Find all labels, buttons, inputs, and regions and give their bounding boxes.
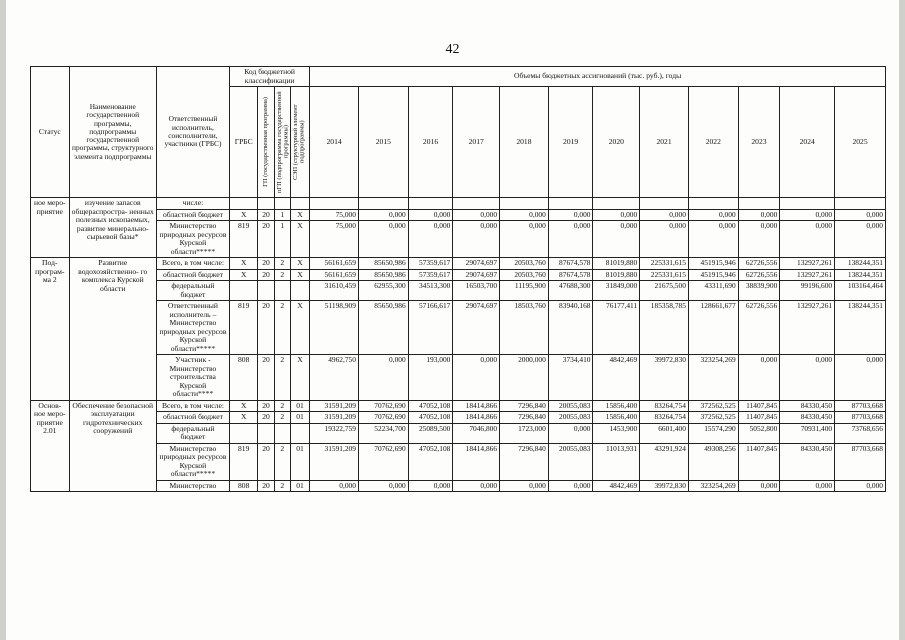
value-cell [500,198,549,210]
value-cell: 0,000 [548,423,593,443]
header-budget-code: Код бюджетной классификации [229,67,309,87]
value-cell: 0,000 [640,209,689,221]
header-sep: СЭП (структурный элемент подпрограммы) [290,87,309,198]
code-grbs: 808 [229,480,257,492]
code-sep: 01 [290,443,309,480]
code-sep: X [290,209,309,221]
value-cell: 0,000 [408,221,453,258]
value-cell: 7296,840 [500,412,549,424]
value-cell: 0,000 [453,355,500,401]
header-year: 2018 [500,87,549,198]
table-row [31,281,886,301]
table-body [31,198,886,492]
value-cell: 73768,656 [835,423,886,443]
value-cell [453,198,500,210]
value-cell: 0,000 [500,480,549,492]
value-cell: 0,000 [548,221,593,258]
row-responsible: числе: [156,198,229,210]
value-cell: 138244,351 [835,258,886,270]
page-number: 42 [445,42,460,57]
value-cell: 2000,000 [500,355,549,401]
value-cell: 18414,866 [453,412,500,424]
value-cell: 99196,600 [780,281,835,301]
value-cell: 132927,261 [780,258,835,270]
value-cell: 31591,209 [310,412,359,424]
code-gp: 20 [258,412,274,424]
value-cell: 29074,697 [453,301,500,355]
value-cell: 0,000 [688,209,738,221]
value-cell: 0,000 [780,209,835,221]
header-volumes: Объемы бюджетных ассигнований (тыс. руб.), годы [310,67,886,87]
value-cell: 0,000 [500,221,549,258]
row-status: ное меро- приятие [31,198,70,258]
value-cell [310,198,359,210]
code-gp: 20 [258,258,274,270]
value-cell: 20503,760 [500,269,549,281]
code-grbs: 819 [229,443,257,480]
value-cell: 15856,400 [593,412,640,424]
code-gp: 20 [258,269,274,281]
code-gp: 20 [258,443,274,480]
value-cell [780,198,835,210]
value-cell: 0,000 [835,209,886,221]
code-grbs [229,198,257,210]
value-cell: 83264,754 [640,412,689,424]
code-grbs: X [229,400,257,412]
code-pgp [274,281,290,301]
row-name: Развитие водохозяйственно- го комплекса Курской области [69,258,156,401]
value-cell: 0,000 [738,480,780,492]
value-cell: 31591,209 [310,443,359,480]
header-year: 2024 [780,87,835,198]
value-cell: 70762,690 [358,412,408,424]
header-year: 2016 [408,87,453,198]
value-cell: 0,000 [738,355,780,401]
code-pgp: 1 [274,221,290,258]
value-cell: 70762,690 [358,400,408,412]
value-cell: 7046,800 [453,423,500,443]
value-cell: 25089,500 [408,423,453,443]
value-cell: 87703,668 [835,412,886,424]
value-cell [835,198,886,210]
code-pgp: 2 [274,269,290,281]
value-cell [408,198,453,210]
value-cell: 83940,168 [548,301,593,355]
header-year: 2020 [593,87,640,198]
row-responsible: Всего, в том числе: [156,400,229,412]
value-cell: 0,000 [780,355,835,401]
code-gp: 20 [258,221,274,258]
code-grbs: 808 [229,355,257,401]
value-cell: 20055,083 [548,443,593,480]
code-grbs: X [229,209,257,221]
code-grbs [229,281,257,301]
row-responsible: Министерство [156,480,229,492]
code-gp [258,198,274,210]
value-cell: 0,000 [453,209,500,221]
value-cell: 75,000 [310,209,359,221]
header-year: 2021 [640,87,689,198]
code-gp: 20 [258,480,274,492]
code-sep: X [290,355,309,401]
value-cell: 0,000 [358,355,408,401]
value-cell: 138244,351 [835,301,886,355]
value-cell: 87703,668 [835,443,886,480]
value-cell: 19322,759 [310,423,359,443]
header-gp: ГП (государственная программа) [258,87,274,198]
value-cell: 57359,617 [408,269,453,281]
code-pgp: 1 [274,209,290,221]
row-status: Основ- ное меро- приятие 2.01 [31,400,70,492]
value-cell: 52234,700 [358,423,408,443]
value-cell: 84330,450 [780,400,835,412]
value-cell: 11407,845 [738,412,780,424]
code-grbs: X [229,258,257,270]
value-cell: 56161,659 [310,269,359,281]
value-cell: 1723,000 [500,423,549,443]
table-row [31,198,886,210]
value-cell: 85650,986 [358,269,408,281]
row-responsible: областной бюджет [156,269,229,281]
value-cell: 84330,450 [780,412,835,424]
value-cell: 0,000 [453,221,500,258]
value-cell: 4962,750 [310,355,359,401]
code-pgp: 2 [274,301,290,355]
value-cell: 185358,785 [640,301,689,355]
value-cell: 39972,830 [640,480,689,492]
table-row [31,355,886,401]
table-row [31,301,886,355]
value-cell: 87674,578 [548,258,593,270]
row-responsible: федеральный бюджет [156,423,229,443]
table-row [31,400,886,412]
header-year: 2023 [738,87,780,198]
code-pgp [274,423,290,443]
value-cell: 4842,469 [593,480,640,492]
value-cell: 81019,880 [593,269,640,281]
row-status: Под- програм- ма 2 [31,258,70,401]
value-cell: 0,000 [358,221,408,258]
value-cell: 0,000 [738,209,780,221]
code-gp [258,281,274,301]
value-cell: 85650,986 [358,258,408,270]
value-cell: 15856,400 [593,400,640,412]
table-row [31,209,886,221]
value-cell [738,198,780,210]
code-pgp: 2 [274,480,290,492]
header-year: 2025 [835,87,886,198]
row-responsible: Всего, в том числе: [156,258,229,270]
value-cell: 323254,269 [688,355,738,401]
row-responsible: областной бюджет [156,412,229,424]
code-sep: 01 [290,480,309,492]
value-cell: 47688,300 [548,281,593,301]
code-grbs: 819 [229,221,257,258]
value-cell: 0,000 [358,480,408,492]
value-cell: 87674,578 [548,269,593,281]
row-responsible: Ответственный исполнитель – Министерство природных ресурсов Курской области***** [156,301,229,355]
value-cell: 43291,924 [640,443,689,480]
code-pgp: 2 [274,355,290,401]
header-pgp: пГП (подпрограмма государственной программы) [274,87,290,198]
value-cell: 0,000 [408,209,453,221]
table-row [31,412,886,424]
header-status: Статус [31,67,70,198]
value-cell: 451915,946 [688,269,738,281]
header-grbs: ГРБС [229,87,257,198]
value-cell [548,198,593,210]
table-row [31,423,886,443]
value-cell: 62726,556 [738,301,780,355]
value-cell: 0,000 [835,480,886,492]
value-cell: 87703,668 [835,400,886,412]
value-cell: 138244,351 [835,269,886,281]
value-cell: 83264,754 [640,400,689,412]
value-cell: 84330,450 [780,443,835,480]
row-name: Обеспечение безопасной эксплуатации гидротехнических сооружений [69,400,156,492]
value-cell: 47052,108 [408,412,453,424]
value-cell: 132927,261 [780,269,835,281]
code-sep: X [290,258,309,270]
value-cell: 6601,400 [640,423,689,443]
header-year: 2019 [548,87,593,198]
value-cell: 62726,556 [738,258,780,270]
value-cell: 57166,617 [408,301,453,355]
value-cell: 11407,845 [738,400,780,412]
row-responsible: федеральный бюджет [156,281,229,301]
row-responsible: Министерство природных ресурсов Курской области***** [156,443,229,480]
value-cell: 4842,469 [593,355,640,401]
value-cell: 193,000 [408,355,453,401]
value-cell: 76177,411 [593,301,640,355]
value-cell: 7296,840 [500,443,549,480]
value-cell: 0,000 [548,209,593,221]
value-cell: 38839,900 [738,281,780,301]
value-cell: 372562,525 [688,412,738,424]
code-gp: 20 [258,209,274,221]
value-cell [593,198,640,210]
code-pgp [274,198,290,210]
value-cell: 31610,459 [310,281,359,301]
value-cell: 18503,760 [500,301,549,355]
value-cell: 56161,659 [310,258,359,270]
code-grbs: X [229,412,257,424]
row-responsible: Министерство природных ресурсов Курской области***** [156,221,229,258]
value-cell: 49308,256 [688,443,738,480]
value-cell: 5052,800 [738,423,780,443]
value-cell: 0,000 [593,209,640,221]
code-gp [258,423,274,443]
code-gp: 20 [258,400,274,412]
value-cell: 323254,269 [688,480,738,492]
value-cell: 0,000 [310,480,359,492]
value-cell: 451915,946 [688,258,738,270]
value-cell: 0,000 [835,355,886,401]
value-cell: 34513,300 [408,281,453,301]
value-cell: 51198,909 [310,301,359,355]
value-cell [640,198,689,210]
code-gp: 20 [258,301,274,355]
value-cell: 31849,000 [593,281,640,301]
value-cell: 20503,760 [500,258,549,270]
value-cell: 7296,840 [500,400,549,412]
value-cell: 0,000 [548,480,593,492]
code-pgp: 2 [274,412,290,424]
header-year: 2014 [310,87,359,198]
code-grbs: 819 [229,301,257,355]
value-cell: 47052,108 [408,400,453,412]
value-cell: 31591,209 [310,400,359,412]
value-cell: 0,000 [780,221,835,258]
value-cell: 11013,931 [593,443,640,480]
table-row [31,258,886,270]
header-year: 2022 [688,87,738,198]
value-cell: 225331,615 [640,258,689,270]
value-cell: 16503,700 [453,281,500,301]
value-cell: 132927,261 [780,301,835,355]
value-cell: 0,000 [408,480,453,492]
row-responsible: областной бюджет [156,209,229,221]
value-cell: 62726,556 [738,269,780,281]
code-sep: X [290,221,309,258]
value-cell: 57359,617 [408,258,453,270]
value-cell: 39972,830 [640,355,689,401]
value-cell: 62955,300 [358,281,408,301]
code-sep [290,423,309,443]
header-year: 2017 [453,87,500,198]
value-cell: 103164,464 [835,281,886,301]
value-cell: 20055,083 [548,400,593,412]
value-cell: 0,000 [640,221,689,258]
value-cell: 81019,880 [593,258,640,270]
row-responsible: Участник - Министерство строительства Курской области**** [156,355,229,401]
table-row [31,221,886,258]
table-row [31,480,886,492]
value-cell: 1453,900 [593,423,640,443]
value-cell: 18414,866 [453,443,500,480]
value-cell: 0,000 [688,221,738,258]
value-cell: 43311,690 [688,281,738,301]
code-grbs: X [229,269,257,281]
code-grbs [229,423,257,443]
code-pgp: 2 [274,258,290,270]
value-cell: 20055,083 [548,412,593,424]
value-cell: 75,000 [310,221,359,258]
value-cell [358,198,408,210]
row-name: изучение запасов общераспростра- ненных полезных ископаемых, развитие минерально- сырьевой базы* [69,198,156,258]
value-cell: 372562,525 [688,400,738,412]
value-cell: 15574,290 [688,423,738,443]
value-cell: 0,000 [453,480,500,492]
value-cell: 0,000 [593,221,640,258]
value-cell: 128661,677 [688,301,738,355]
table-header [31,67,886,198]
code-pgp: 2 [274,400,290,412]
value-cell: 225331,615 [640,269,689,281]
header-year: 2015 [358,87,408,198]
value-cell: 70931,400 [780,423,835,443]
code-pgp: 2 [274,443,290,480]
value-cell: 21675,500 [640,281,689,301]
value-cell: 18414,866 [453,400,500,412]
value-cell: 11195,900 [500,281,549,301]
value-cell: 47052,108 [408,443,453,480]
code-sep [290,281,309,301]
code-sep [290,198,309,210]
table-row [31,443,886,480]
code-sep: 01 [290,400,309,412]
table-row [31,269,886,281]
value-cell: 0,000 [500,209,549,221]
value-cell: 0,000 [738,221,780,258]
value-cell: 0,000 [358,209,408,221]
code-sep: X [290,301,309,355]
header-name: Наименование государственной программы, подпрограммы государственной программы, структурного элемента подпрограммы [69,67,156,198]
value-cell: 11407,845 [738,443,780,480]
header-responsible: Ответственный исполнитель, соисполнители, участники (ГРБС) [156,67,229,198]
budget-table [30,66,886,492]
code-gp: 20 [258,355,274,401]
value-cell: 70762,690 [358,443,408,480]
value-cell: 3734,410 [548,355,593,401]
value-cell [688,198,738,210]
value-cell: 0,000 [780,480,835,492]
code-sep: 01 [290,412,309,424]
value-cell: 29074,697 [453,269,500,281]
code-sep: X [290,269,309,281]
value-cell: 29074,697 [453,258,500,270]
value-cell: 85650,986 [358,301,408,355]
value-cell: 0,000 [835,221,886,258]
